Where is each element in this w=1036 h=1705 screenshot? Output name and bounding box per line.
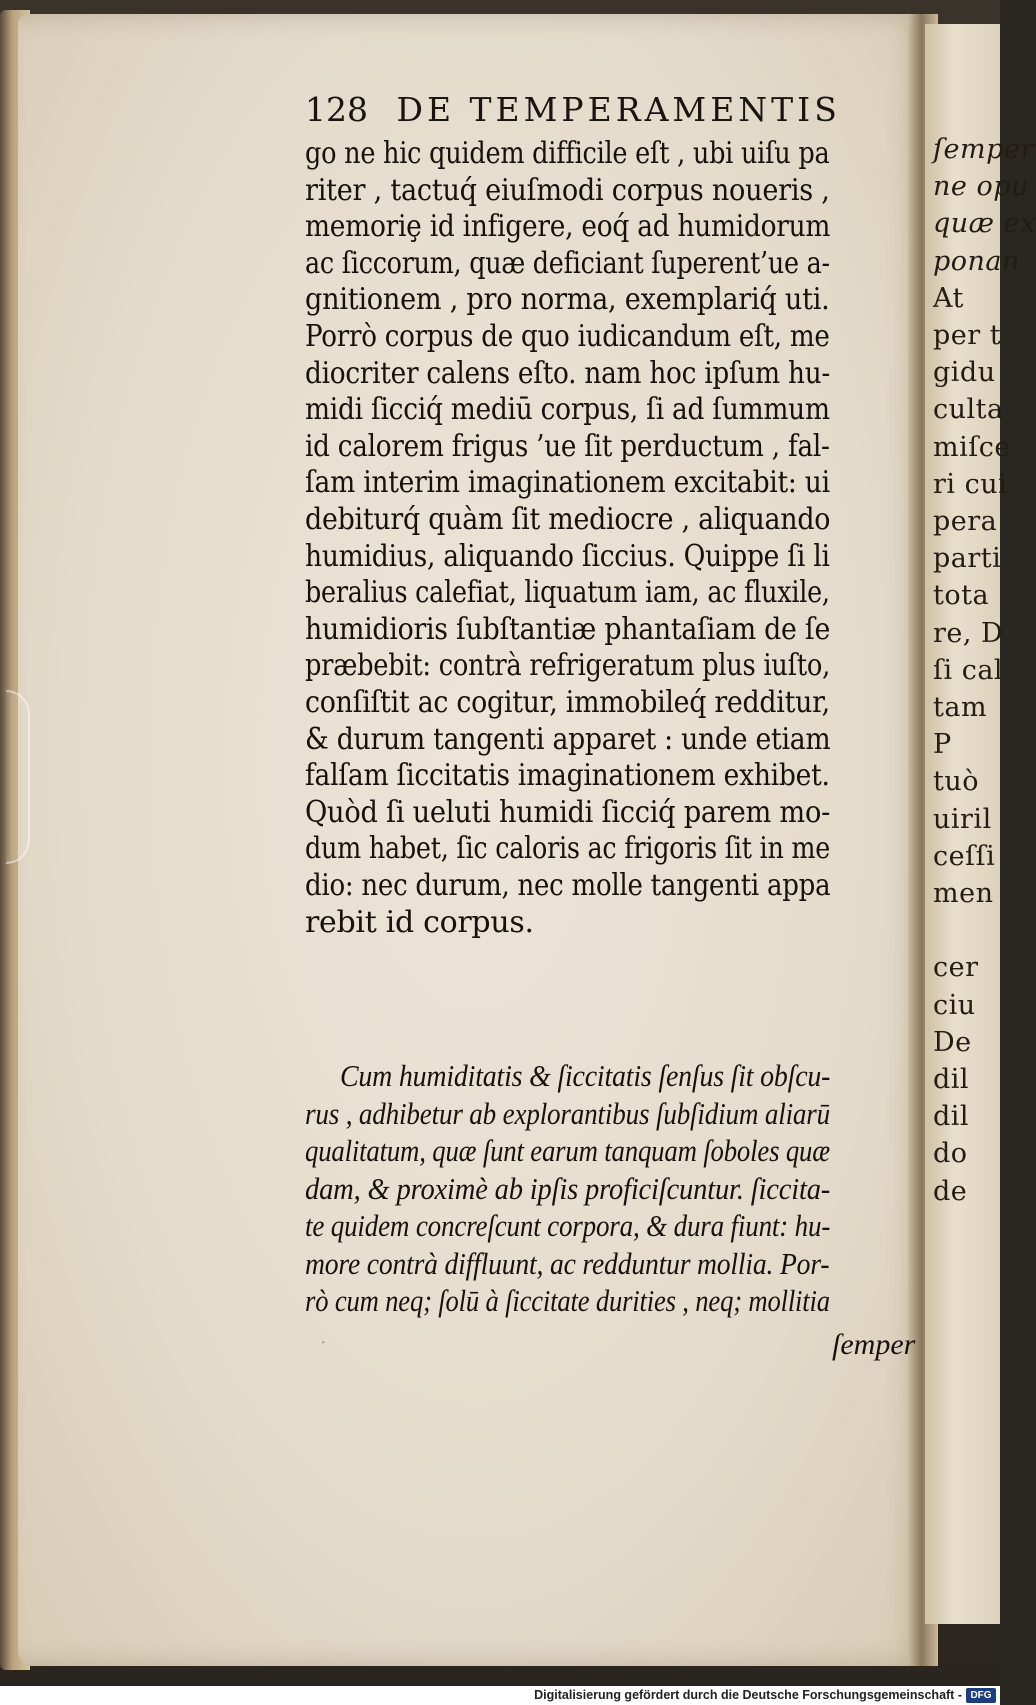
catchword: ſemper	[832, 1328, 916, 1361]
page-number: 128	[305, 90, 368, 129]
facing-text-fragment: cer	[933, 952, 979, 984]
facing-text-fragment: gidu	[933, 357, 996, 389]
italic-line: rus , adhibetur ab explorantibus ſubſidium aliarū	[305, 1095, 831, 1131]
facing-text-fragment: ſemper	[933, 134, 1034, 165]
text-line: dio: nec durum, nec molle tangenti appa	[305, 868, 831, 903]
text-line: humidius, aliquando ſiccius. Quippe ſi li	[305, 538, 830, 574]
italic-line: rò cum neq; ſolū à ſiccitate durities , neq; mollitia	[305, 1283, 830, 1318]
italic-line: Cum humiditatis & ſiccitatis ſenſus ſit obſcu-	[340, 1058, 831, 1093]
facing-page	[925, 24, 1036, 1624]
text-line: humidioris ſubſtantiæ phantaſiam de ſe	[305, 611, 831, 647]
facing-text-fragment: ne opu	[933, 171, 1029, 203]
facing-text-fragment: ceſſi	[933, 840, 996, 872]
text-line: dum habet, ſic caloris ac frigoris ſit in me	[305, 831, 831, 867]
facing-text-fragment: At	[933, 282, 964, 314]
facing-text-fragment: ciu	[933, 989, 976, 1021]
italic-line: dam, & proximè ab ipſis proficiſcuntur. ſiccita-	[305, 1170, 831, 1206]
text-line: ſam interim imaginationem excitabit: ui	[305, 465, 830, 501]
text-line: præbebit: contrà refrigeratum plus iuſto,	[305, 648, 830, 684]
running-head	[305, 90, 841, 129]
text-line: falſam ſiccitatis imaginationem exhibet.	[305, 758, 830, 794]
facing-text-fragment: culta	[933, 394, 1004, 426]
facing-text-fragment: De	[933, 1026, 972, 1058]
text-line: go ne hic quidem difficile eſt , ubi uiſu pa	[305, 136, 830, 171]
text-line: id calorem frigus ’ue ſit perductum , fal-	[305, 428, 830, 464]
facing-text-fragment: ri cui	[933, 468, 1008, 500]
facing-text-fragment: miſce	[933, 431, 1011, 463]
italic-line: te quidem concreſcunt corpora, & dura fiunt: hu-	[305, 1208, 831, 1243]
running-title: DE TEMPERAMENTIS	[396, 90, 841, 129]
text-line: memoriȩ id infigere, eoq́ ad humidorum	[305, 209, 831, 245]
text-line: & durum tangenti apparet : unde etiam	[305, 721, 831, 757]
text-line: Porrò corpus de quo iudicandum eſt, me	[305, 319, 830, 354]
text-line: debiturq́ quàm ſit mediocre , aliquando	[305, 502, 831, 537]
dfg-logo: DFG	[966, 1688, 996, 1703]
facing-text-fragment: ſi cal	[933, 654, 1004, 686]
facing-text-fragment: de	[933, 1175, 968, 1207]
facing-text-fragment: pera	[933, 506, 998, 537]
text-line: rebit id corpus.	[305, 904, 534, 940]
text-line: beralius calefiat, liquatum iam, ac fluxile,	[305, 575, 830, 611]
text-line: midi ſicciq́ mediū corpus, ſi ad ſummum	[305, 392, 830, 428]
ink-smudge: ·	[320, 1330, 327, 1354]
facing-text-fragment: dil	[933, 1101, 970, 1133]
footer-bar	[0, 1686, 1000, 1705]
text-line: Quòd ſi ueluti humidi ſicciq́ parem mo-	[305, 794, 831, 830]
text-line: diocriter calens eſto. nam hoc ipſum hu-	[305, 355, 831, 391]
footer-credit: Digitalisierung gefördert durch die Deutsche Forschungsgemeinschaft -	[534, 1688, 962, 1702]
facing-text-fragment: ponan	[933, 245, 1020, 277]
text-line: ac ſiccorum, quæ deficiant ſuperent’ue a-	[305, 245, 830, 281]
page-clip	[6, 690, 30, 864]
text-line: riter , tactuq́ eiuſmodi corpus noueris ,	[305, 172, 830, 208]
italic-line: more contrà diffluunt, ac redduntur mollia. Por-	[305, 1245, 830, 1281]
text-line: conſiſtit ac cogitur, immobileq́ redditur,	[305, 685, 830, 720]
facing-text-fragment: tota	[933, 580, 990, 612]
facing-text-fragment: parti	[933, 543, 1002, 575]
facing-text-fragment: re, D	[933, 617, 1004, 649]
facing-text-fragment: tam	[933, 692, 988, 723]
facing-text-fragment: P	[933, 729, 952, 761]
facing-text-fragment: tuò	[933, 766, 979, 798]
facing-text-fragment: do	[933, 1138, 968, 1170]
facing-text-fragment: dil	[933, 1064, 970, 1095]
facing-text-fragment: men	[933, 878, 994, 909]
text-line: gnitionem , pro norma, exemplariq́ uti.	[305, 282, 830, 318]
facing-text-fragment: quæ ex	[933, 208, 1036, 240]
italic-line: qualitatum, quæ ſunt earum tanquam ſoboles quæ	[305, 1133, 830, 1168]
facing-text-fragment: uiril	[933, 803, 992, 835]
facing-text-fragment: per t	[933, 320, 1002, 351]
